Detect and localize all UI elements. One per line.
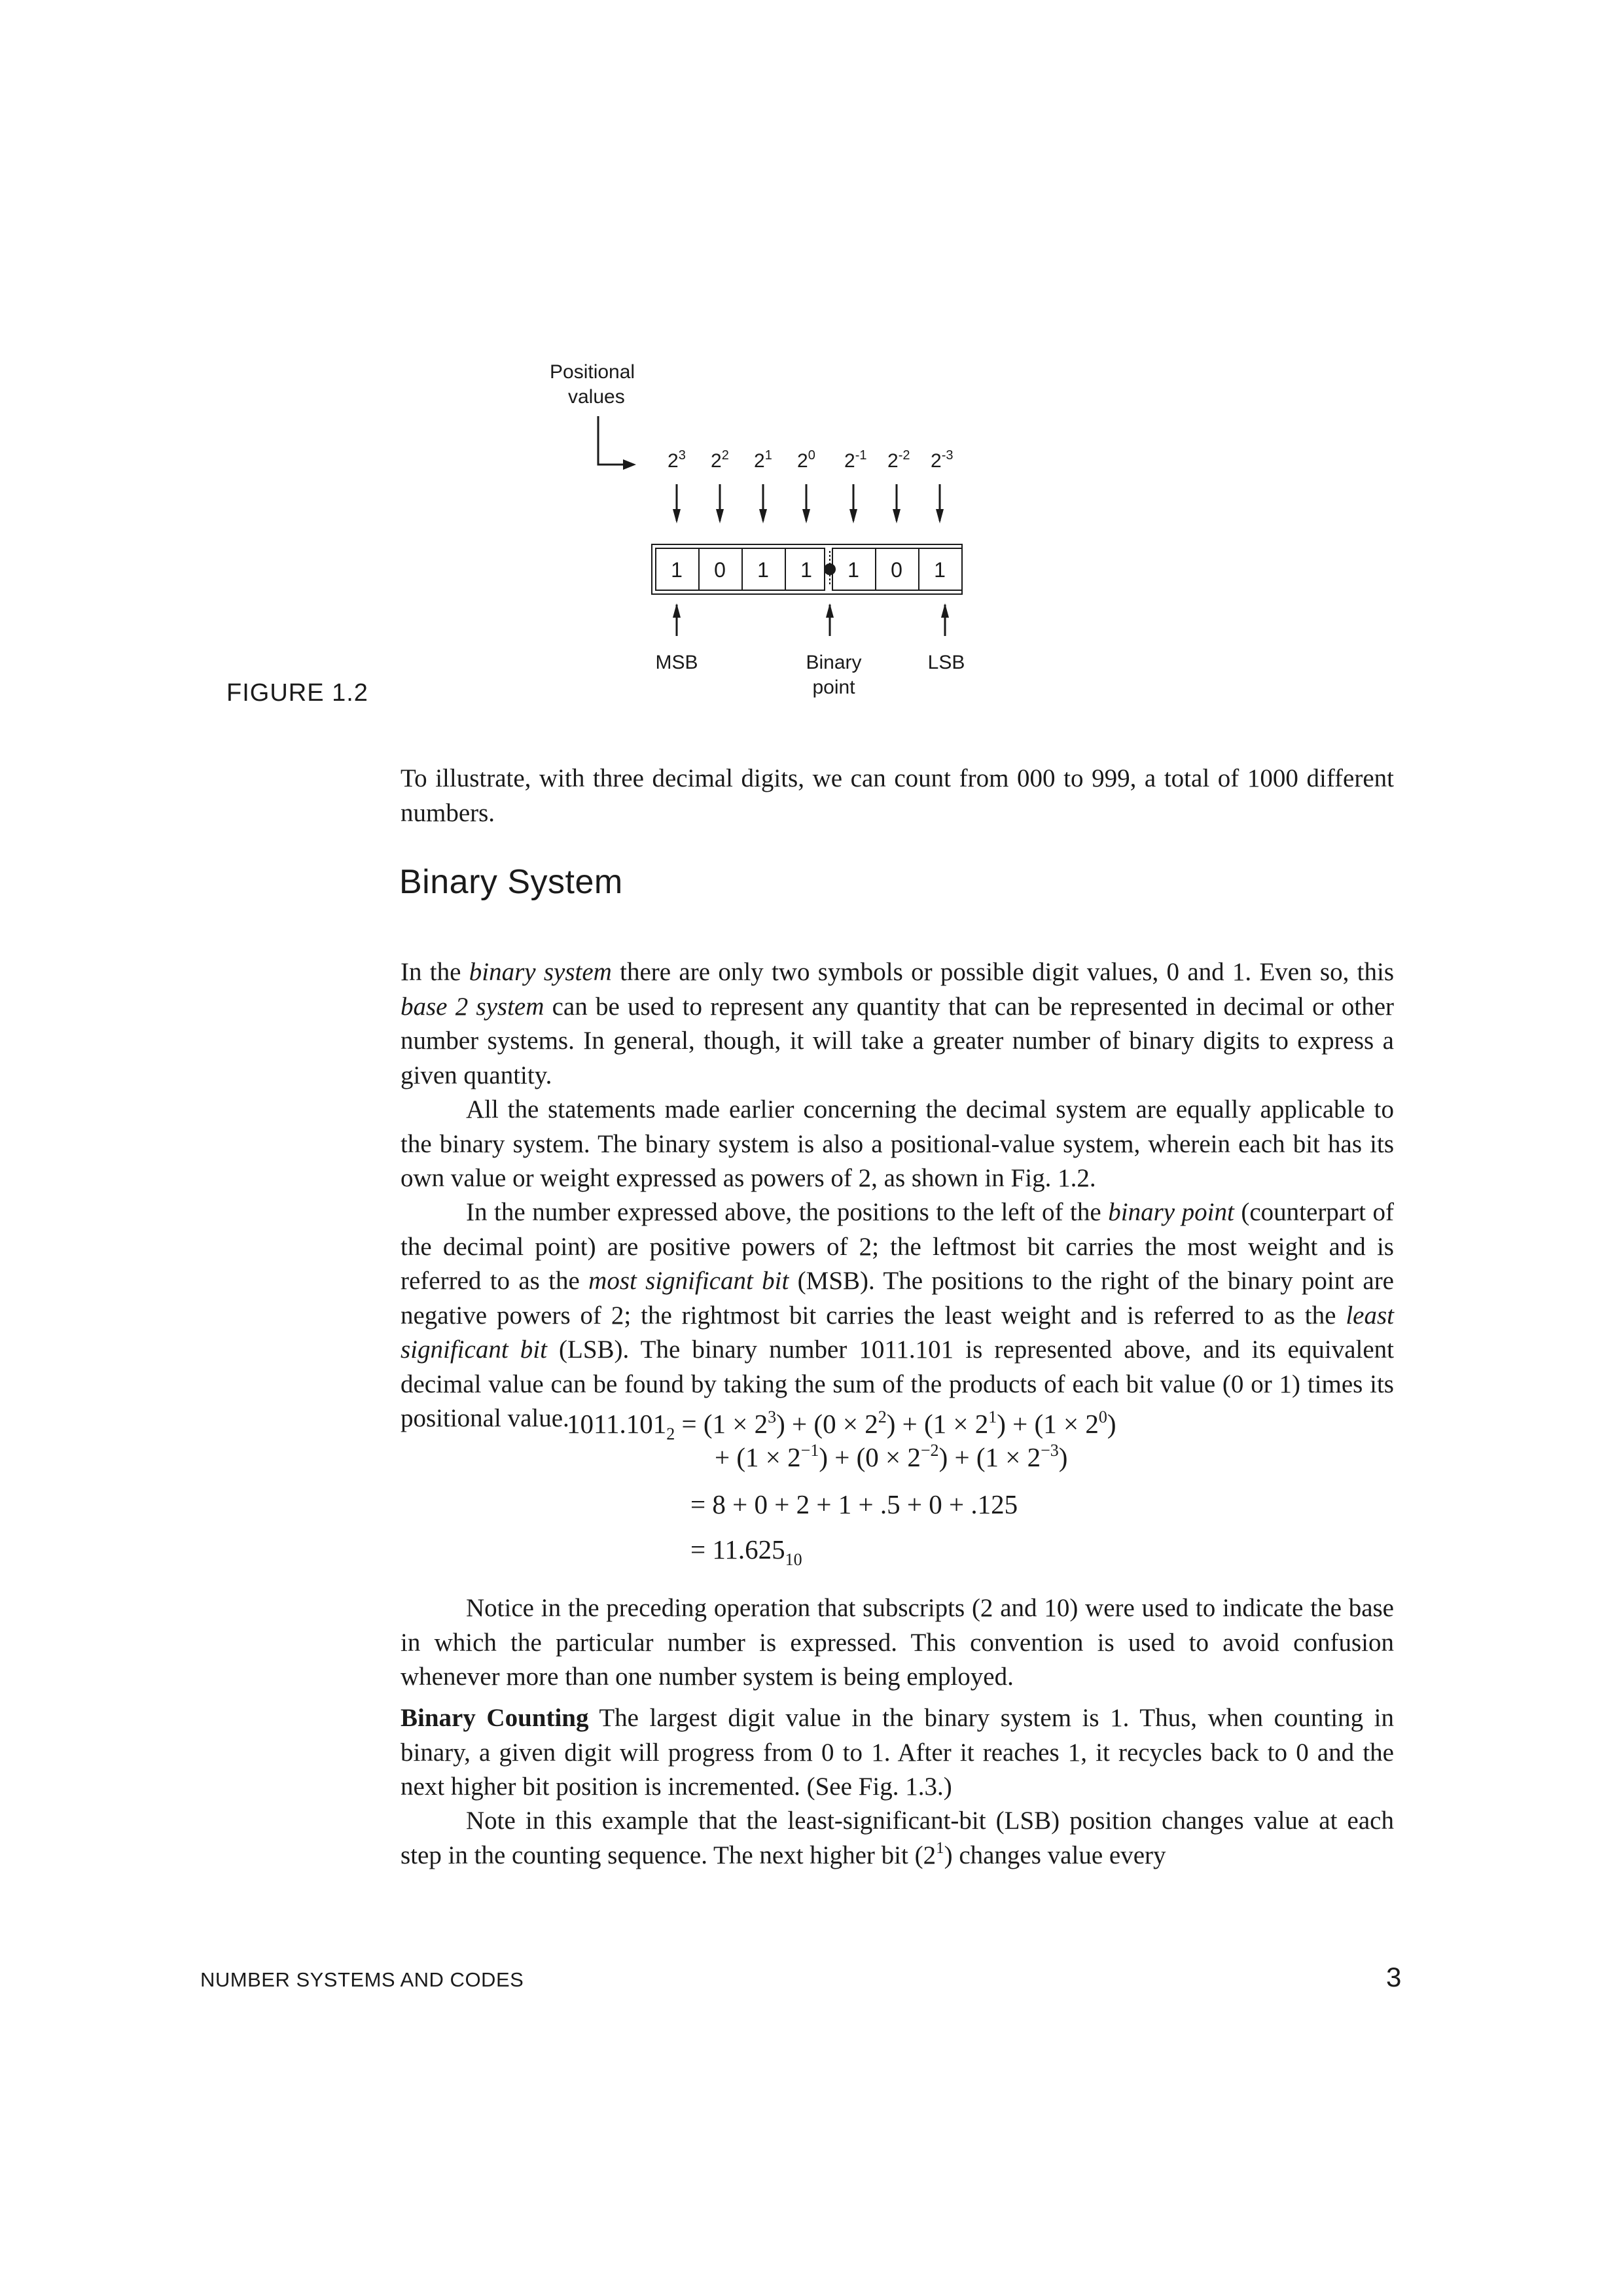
power-arrow-head: [759, 509, 767, 523]
power-arrow-head: [673, 509, 681, 523]
binary-point-arrow: [826, 603, 834, 636]
power-label: $2^{-1}$: [844, 448, 867, 472]
intro-paragraph: To illustrate, with three decimal digits, we can count from 000 to 999, a total of 1000 different numbers.: [401, 764, 1394, 827]
section-heading: Binary System: [399, 863, 623, 901]
binary-point-dot: [824, 563, 836, 575]
figure-caption: FIGURE 1.2: [226, 679, 368, 707]
positional-leader-arrow: [598, 416, 636, 470]
paragraph-msb-lsb: In the number expressed above, the positions to the left of the binary point (counterpart of the decimal point) are positive powers of 2; the leftmost bit carries the most weight and is referred to as the most significant bit (MSB). The positions to the right of the binary point are negative powers of 2; the rightmost bit carries the least weight and is referred to as the least significant bit (LSB). The binary number 1011.101 is represented above, and its equivalent decimal value can be found by taking the sum of the products of each bit value (0 or 1) times its positional value.: [401, 1198, 1394, 1432]
power-arrows: [673, 484, 944, 523]
power-label: $2^{-3}$: [931, 448, 954, 472]
bit-value: 1: [934, 558, 946, 582]
bit-value: 0: [891, 558, 902, 582]
power-label: $2^2$: [711, 448, 729, 472]
equation-line-1: $1011.101_2 = (1 \times 2^3) + (0 \times 2^2) + (1 \times 2^1) + (1 \times 2^0)$: [567, 1407, 1116, 1443]
binary-point-label-line2: point: [812, 677, 855, 698]
lsb-label: LSB: [927, 652, 965, 673]
bit-register: [652, 544, 962, 594]
bit-value: 1: [671, 558, 683, 582]
lsb-arrow: [941, 603, 949, 636]
power-arrow-head: [936, 509, 944, 523]
power-labels: [668, 448, 953, 472]
equation-line-2: + $(1 \times 2^{-1}) + (0 \times 2^{-2}) + (1 \times 2^{-3})$: [715, 1441, 1068, 1472]
running-footer-chapter: NUMBER SYSTEMS AND CODES: [200, 1968, 524, 1991]
paragraph-positional-value: All the statements made earlier concerning the decimal system are equally applicable to the binary system. The binary system is also a positional-value system, wherein each bit has its own value or weight expressed as powers of 2, as shown in Fig. 1.2.: [401, 1095, 1394, 1192]
msb-arrow: [673, 603, 681, 636]
paragraph-lsb-changes: Note in this example that the least-significant-bit (LSB) position changes value at each step in the counting sequence. The next higher bit $(2^1)$ changes value every: [401, 1807, 1394, 1869]
positional-label-line2: values: [568, 386, 625, 408]
power-label: $2^1$: [754, 448, 772, 472]
bit-value: 1: [800, 558, 812, 582]
paragraph-binary-counting: Binary Counting The largest digit value in the binary system is 1. Thus, when counting in binary, a given digit will progress from 0 to 1. After it reaches 1, it recycles back to 0 and the next higher bit position is incremented. (See Fig. 1.3.): [401, 1704, 1394, 1801]
bit-value: 0: [714, 558, 726, 582]
power-label: $2^3$: [668, 448, 686, 472]
equation-line-3: = 8 + 0 + 2 + 1 + .5 + 0 + .125: [690, 1489, 1018, 1519]
equation-line-4: = $11.625_{10}$: [690, 1534, 802, 1569]
power-arrow-head: [716, 509, 724, 523]
power-arrow-head: [802, 509, 810, 523]
bit-value: 1: [757, 558, 769, 582]
power-arrow-head: [849, 509, 857, 523]
page-number: 3: [1386, 1962, 1402, 1992]
figure-diagram: [0, 0, 1623, 733]
bit-value: 1: [847, 558, 859, 582]
power-label: $2^{-2}$: [887, 448, 910, 472]
binary-point-label-line1: Binary: [806, 652, 862, 673]
power-arrow-head: [893, 509, 901, 523]
runin-heading: Binary Counting: [401, 1704, 589, 1732]
power-label: $2^0$: [797, 448, 815, 472]
positional-label-line1: Positional: [550, 361, 635, 383]
paragraph-binary-system: In the binary system there are only two symbols or possible digit values, 0 and 1. Even so, this base 2 system can be used to represent any quantity that can be represented in decimal or other number systems. In general, though, it will take a greater number of binary digits to express a given quantity.: [401, 958, 1395, 1089]
paragraph-subscripts: Notice in the preceding operation that subscripts (2 and 10) were used to indicate the base in which the particular number is expressed. This convention is used to avoid confusion whenever more than one number system is being employed.: [401, 1594, 1394, 1691]
msb-label: MSB: [655, 652, 698, 673]
